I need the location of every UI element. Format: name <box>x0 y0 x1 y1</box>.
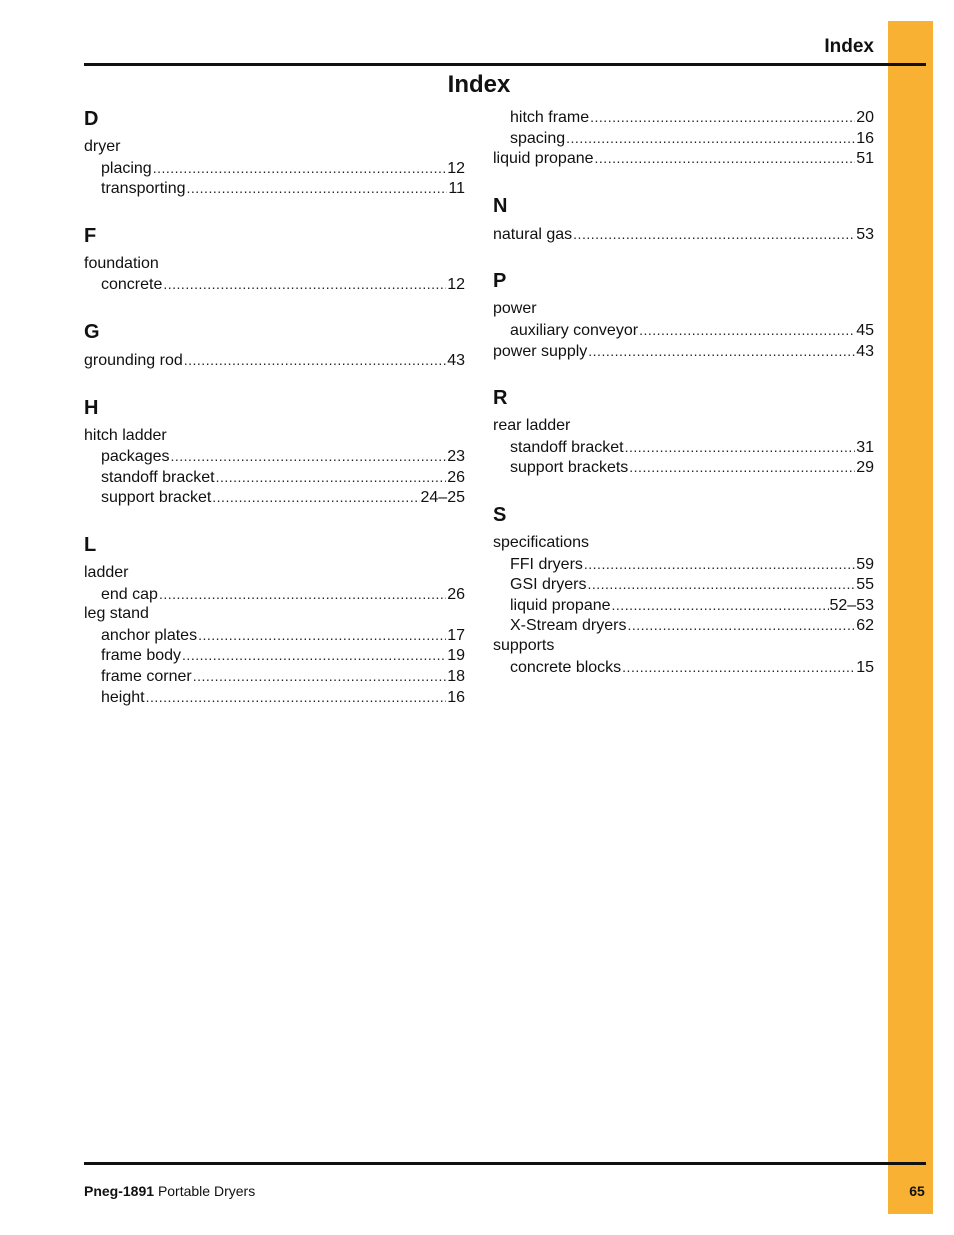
index-subentry <box>84 446 465 467</box>
entry-label: GSI dryers <box>510 576 587 594</box>
index-subentry <box>493 457 874 478</box>
dot-leader <box>163 274 446 295</box>
index-subentry <box>84 645 465 666</box>
dot-leader <box>629 457 855 478</box>
index-entry <box>493 636 874 657</box>
index-section <box>84 396 465 508</box>
index-section <box>493 107 874 169</box>
dot-leader <box>590 107 855 128</box>
dot-leader <box>212 487 419 508</box>
entry-page-number: 18 <box>447 667 465 685</box>
entry-page-number: 26 <box>447 585 465 603</box>
entry-page-number: 15 <box>856 658 874 676</box>
footer-document-info <box>84 1183 255 1199</box>
entry-label: spacing <box>510 129 566 147</box>
entry-page-number: 26 <box>447 468 465 486</box>
entry-page-number: 11 <box>448 180 465 198</box>
index-subentry <box>493 615 874 636</box>
index-section <box>84 533 465 707</box>
entry-page-number: 59 <box>856 555 874 573</box>
index-entry <box>493 299 874 320</box>
index-subentry <box>84 487 465 508</box>
index-subentry <box>84 158 465 179</box>
entry-label: anchor plates <box>101 626 198 644</box>
entry-label: liquid propane <box>510 596 611 614</box>
entry-label: rear ladder <box>493 417 571 435</box>
dot-leader <box>193 666 447 687</box>
index-subentry <box>84 584 465 605</box>
index-section <box>84 107 465 199</box>
entry-page-number: 12 <box>447 276 465 294</box>
index-subentry <box>84 666 465 687</box>
entry-page-number: 43 <box>447 351 465 369</box>
footer-doc-code: Pneg-1891 <box>84 1183 155 1199</box>
entry-label: end cap <box>101 585 158 603</box>
index-subentry <box>493 107 874 128</box>
entry-page-number: 17 <box>447 626 465 644</box>
entry-label: liquid propane <box>493 150 594 168</box>
entry-label: hitch ladder <box>84 426 167 444</box>
entry-label: height <box>101 688 145 706</box>
entry-label: transporting <box>101 180 186 198</box>
index-entry <box>493 148 874 169</box>
dot-leader <box>627 615 855 636</box>
entry-label: concrete <box>101 276 163 294</box>
index-entry <box>493 416 874 437</box>
entry-page-number: 52–53 <box>829 596 874 614</box>
entry-page-number: 62 <box>856 617 874 635</box>
entry-page-number: 16 <box>447 688 465 706</box>
entry-label: foundation <box>84 254 159 272</box>
dot-leader <box>622 657 855 678</box>
index-column-left <box>84 107 465 732</box>
dot-leader <box>198 625 446 646</box>
entry-label: concrete blocks <box>510 658 622 676</box>
index-section <box>84 320 465 371</box>
index-subentry <box>493 437 874 458</box>
section-letter: P <box>493 270 507 293</box>
dot-leader <box>159 584 446 605</box>
index-entry <box>84 426 465 447</box>
entry-page-number: 24–25 <box>420 489 465 507</box>
index-entry <box>493 224 874 245</box>
entry-label: power supply <box>493 342 588 360</box>
entry-label: X-Stream dryers <box>510 617 627 635</box>
section-letter: S <box>493 503 507 526</box>
entry-page-number: 53 <box>856 225 874 243</box>
dot-leader <box>184 350 446 371</box>
side-accent-tab <box>888 21 933 1214</box>
entry-label: frame body <box>101 647 182 665</box>
entry-page-number: 12 <box>447 159 465 177</box>
index-section <box>493 194 874 245</box>
entry-page-number: 20 <box>856 109 874 126</box>
dot-leader <box>153 158 447 179</box>
entry-page-number: 43 <box>856 342 874 360</box>
index-entry <box>84 563 465 584</box>
entry-label: frame corner <box>101 667 192 685</box>
entry-label: standoff bracket <box>101 468 215 486</box>
dot-leader <box>588 341 855 362</box>
entry-page-number: 16 <box>856 129 874 147</box>
index-subentry <box>84 687 465 708</box>
entry-label: specifications <box>493 533 590 551</box>
index-subentry <box>84 178 465 199</box>
entry-page-number: 45 <box>856 321 874 339</box>
entry-label: auxiliary conveyor <box>510 321 639 339</box>
entry-page-number: 51 <box>856 150 874 168</box>
entry-label: supports <box>493 636 555 654</box>
entry-page-number: 31 <box>856 438 874 456</box>
entry-page-number: 29 <box>856 459 874 477</box>
dot-leader <box>595 148 856 169</box>
index-entry <box>84 137 465 158</box>
index-subentry <box>84 625 465 646</box>
dot-leader <box>639 320 855 341</box>
index-subentry <box>493 554 874 575</box>
entry-label: standoff bracket <box>510 438 624 456</box>
entry-label: FFI dryers <box>510 555 583 573</box>
index-subentry <box>493 574 874 595</box>
index-entry <box>84 604 465 625</box>
entry-page-number: 19 <box>447 647 465 665</box>
index-entry <box>493 341 874 362</box>
page-title: Index <box>447 71 511 98</box>
entry-label: leg stand <box>84 605 149 623</box>
section-letter: G <box>84 320 100 343</box>
dot-leader <box>625 437 856 458</box>
index-entry <box>84 254 465 275</box>
entry-label: power <box>493 300 537 318</box>
dot-leader <box>566 128 855 149</box>
index-subentry <box>493 657 874 678</box>
section-letter: D <box>84 108 99 130</box>
dot-leader <box>584 554 855 575</box>
index-subentry <box>493 595 874 616</box>
section-letter: N <box>493 194 508 217</box>
index-entry <box>84 350 465 371</box>
footer-doc-title: Portable Dryers <box>157 1183 256 1199</box>
entry-label: packages <box>101 448 170 466</box>
index-section <box>84 224 465 295</box>
dot-leader <box>182 645 446 666</box>
index-section <box>493 269 874 361</box>
index-subentry <box>493 128 874 149</box>
entry-label: placing <box>101 159 152 177</box>
dot-leader <box>587 574 855 595</box>
page-number: 65 <box>909 1183 925 1199</box>
dot-leader <box>146 687 447 708</box>
header-rule <box>84 63 926 66</box>
dot-leader <box>187 178 448 199</box>
dot-leader <box>612 595 829 616</box>
section-letter: R <box>493 387 508 410</box>
entry-label: dryer <box>84 138 121 155</box>
footer-rule <box>84 1162 926 1165</box>
entry-page-number: 55 <box>856 576 874 594</box>
dot-leader <box>573 224 855 245</box>
index-section <box>493 386 874 478</box>
index-column-right <box>493 107 874 702</box>
dot-leader <box>216 467 447 488</box>
entry-label: hitch frame <box>510 109 590 126</box>
dot-leader <box>171 446 447 467</box>
entry-label: grounding rod <box>84 351 183 369</box>
entry-label: support brackets <box>510 459 629 477</box>
section-letter: L <box>84 533 97 556</box>
index-subentry <box>84 467 465 488</box>
entry-label: natural gas <box>493 225 573 243</box>
index-subentry <box>84 274 465 295</box>
index-section <box>493 503 874 677</box>
section-letter: H <box>84 396 99 419</box>
index-subentry <box>493 320 874 341</box>
section-letter: F <box>84 224 97 247</box>
entry-label: ladder <box>84 563 129 581</box>
index-entry <box>493 533 874 554</box>
entry-label: support bracket <box>101 489 212 507</box>
header-title: Index <box>824 36 874 57</box>
entry-page-number: 23 <box>447 448 465 466</box>
